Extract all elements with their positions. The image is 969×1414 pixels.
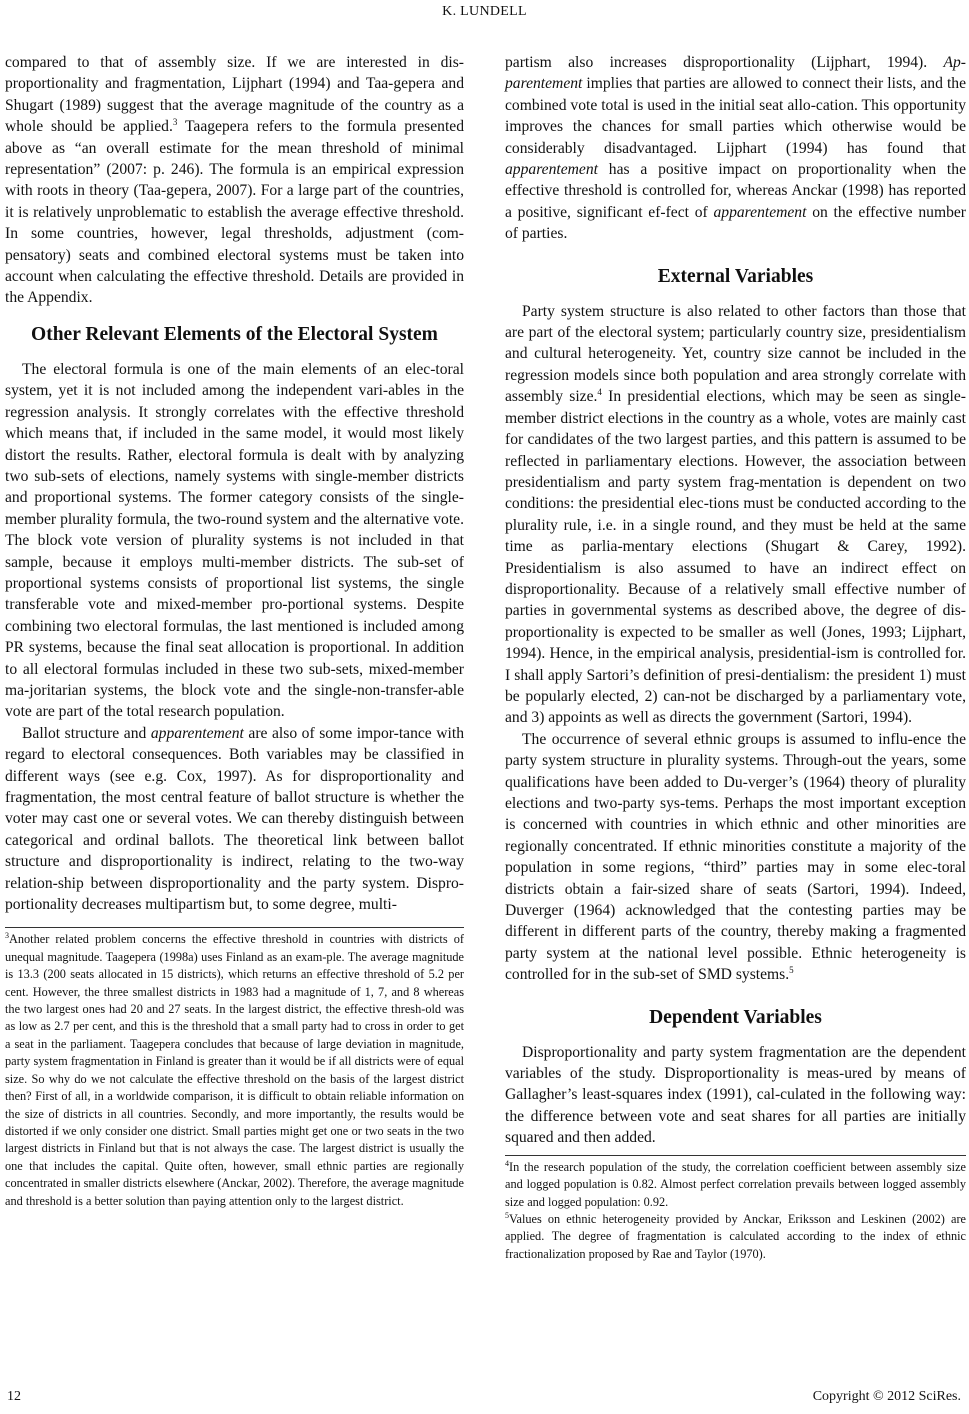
section-heading: External Variables <box>657 265 814 287</box>
footnote-ref[interactable]: 4 <box>597 387 602 398</box>
body-paragraph: Party system structure is also related to other factors than those that are part of the electoral system; particularly country size, presidentialism and cultural heterogeneity. Yet, country size cannot be included in the regression models since both population and area strongly correlate with assembly size.$^4$ In presidential elections, which may be seen as single-member district elections in the country as a whole, votes are mainly cast for candidates of the two largest parties, and this pattern is assumed to be reflected in parliamentary elections. However, the association between presidentialism and party system frag-mentation is dependent on two conditions: the presidential elec-tions must be conducted according to the plurality rule, i.e. in a single round, and they must be held at the same time as parlia-mentary elections (Shugart & Carey, 1992). Presidentialism is also assumed to have an indirect effect on disproportionality. Because of a relatively small effective number of parties in governmental systems as described above, the degree of dis-proportionality is expected to be smaller as well (Jones, 1993; Lijphart, 1994). Hence, in the empirical analysis, presidential-ism is controlled for. I shall apply Sartori’s definition of presi-dentialism: the president 1) must be popularly elected, 2) can-not be discharged by a parliamentary vote, and 3) appoints as well as directs the government (Sartori, 1994). <box>505 302 966 727</box>
footnote-ref[interactable]: 5 <box>789 965 794 976</box>
footnote: $^3$Another related problem concerns the effective threshold in countries with districts of unequal magnitude. Taagepera (1998a) uses Finland as an exam-ple. The average magnitude is 13.3 (200 seats allocated in 15 districts), which returns an effective threshold of 5.2 per cent. However, the three smallest districts in 1983 had a magnitude of 1, 7, and 8 whereas the two largest ones had 20 and 27 seats. In the largest district, the effective thresh-old was as low as 2.7 per cent, and this is the threshold that a small party had to cross in order to get a seat in the parliament. Taagepera concludes that because of large deviation in magnitude, party system fragmentation in Finland is greater than it would be if all districts were of equal size. So why do we not calculate the effective threshold on the basis of the largest district then? First of all, in a worldwide comparison, it is difficult to obtain reliable information on the size of districts in all countries. Secondly, and more importantly, the results would be distorted if we only consider one district. Small parties might get one or two seats in the two largest districts in Finland but that is not always the case. The largest district is usually the one that includes the capital. Quite often, however, small ethnic parties are regionally concentrated in smaller districts elsewhere (Anckar, 2002). Therefore, the average magnitude and threshold is a better solution than paying attention only to the largest district. <box>5 931 464 1208</box>
left-column <box>5 52 464 1210</box>
footnote: $^4$In the research population of the study, the correlation coefficient between assembly size and logged population is 0.82. Almost perfect correlation prevails between logged assembly size and logged population: 0.92. <box>505 1158 966 1209</box>
right-column <box>505 52 966 1263</box>
footnotes <box>505 1159 966 1263</box>
footnote-rule <box>5 927 464 928</box>
footnote-ref[interactable]: 3 <box>172 117 178 128</box>
footnote: $^5$Values on ethnic heterogeneity provided by Anckar, Eriksson and Leskinen (2002) are applied. The degree of fragmentation is calculated according to the index of ethnic fractionalization proposed by Rae and Taylor (1970). <box>505 1210 966 1261</box>
section-heading: Dependent Variables <box>649 1006 822 1028</box>
body-paragraph: partism also increases disproportionality (Lijphart, 1994). Ap-parentement implies that parties are allowed to connect their lists, and the combined vote total is used in the initial seat allo-cation. This opportunity improves the chances for small parties which otherwise would be considerably disadvantaged. Lijphart (1994) has found that apparentement has a positive impact on proportionality when the effective threshold is controlled for, whereas Anckar (1998) has reported a positive, significant ef-fect of apparentement on the effective number of parties. <box>505 54 966 243</box>
section-heading: Other Relevant Elements of the Electoral System <box>31 323 438 345</box>
body-paragraph: Disproportionality and party system fragmentation are the dependent variables of the study. Disproportionality is meas-ured by means of Gallagher’s least-squares index (1991), cal-culated in the following way: the difference between vote and seat shares for all parties are initially squared and then added. <box>505 1043 966 1147</box>
body-paragraph: Ballot structure and apparentement are also of some impor-tance with regard to electoral consequences. Both variables may be classified in different ways (see e.g. Cox, 1997). As for disproportionality and fragmentation, the most central feature of ballot structure is whether the voter may cast one or several votes. We can thereby distinguish between categorical and ordinal ballots. The theoretical link between ballot structure and disproportionality is indirect, relating to the two-way relation-ship between disproportionality and the party system. Dispro-portionality decreases multipartism but, to some degree, multi- <box>5 724 464 914</box>
body-paragraph: The electoral formula is one of the main elements of an elec-toral system, yet it is not included among the independent vari-ables in the regression analysis. It strongly correlates with the effective threshold which means that, if included in the same model, it would most likely distort the results. Rather, electoral formula is dealt with by analyzing two sub-sets of elections, namely systems with single-member districts and proportional systems. The former category consists of the single-member plurality formula, the two-round system and the alternative vote. The block vote version of plurality systems is not included in that sample, because it employs multi-member districts. The sub-set of proportional systems consists of proportional list systems, the single transferable vote and mixed-member pro-portional systems. Despite combining two electoral formulas, the last mentioned is included among PR systems, because the final seat allocation is proportional. In addition to all electoral formulas included in these two sub-sets, mixed-member ma-joritarian systems, the block vote and the single-non-transfer-able vote are part of the total research population. <box>5 360 464 721</box>
page-number: 12 <box>7 1389 21 1404</box>
footnote-rule <box>505 1155 966 1156</box>
body-paragraph: compared to that of assembly size. If we are interested in dis-proportionality and fragmentation, Lijphart (1994) and Taa-gepera and Shugart (1989) suggest that the average magnitude of the country as a whole should be applied.$^3$ Taagepera refers to the formula presented above as “an overall estimate for the mean threshold of minimal representation” (2007: p. 246). The formula is an empirical expression with roots in theory (Taa-gepera, 2007). For a large part of the countries, it is relatively unproblematic to establish the average effective threshold. In some countries, however, legal thresholds, adjustment (com-pensatory) seats and combined electoral systems must be taken into account when calculating the effective threshold. Details are provided in the Appendix. <box>5 54 464 307</box>
copyright-notice: Copyright © 2012 SciRes. <box>812 1389 961 1404</box>
running-head: K. LUNDELL <box>442 4 527 19</box>
body-paragraph: The occurrence of several ethnic groups is assumed to influ-ence the party system structure in plurality systems. Through-out the years, some qualifications have been added to Du-verger’s (1964) theory of plurality elections and two-party sys-tems. Perhaps the most important exception is concerned with countries in which ethnic and other minorities are regionally concentrated. If ethnic minorities constitute a majority of the population in some regions, “third” parties may in some elec-toral districts obtain a fair-sized share of seats (Sartori, 1994). Indeed, Duverger (1964) acknowledged that the contesting parties may be different in different parts of the country, thereby making a fragmented party system at the national level possible. Ethnic heterogeneity is controlled for in the sub-set of SMD systems.$^5$ <box>505 730 966 984</box>
